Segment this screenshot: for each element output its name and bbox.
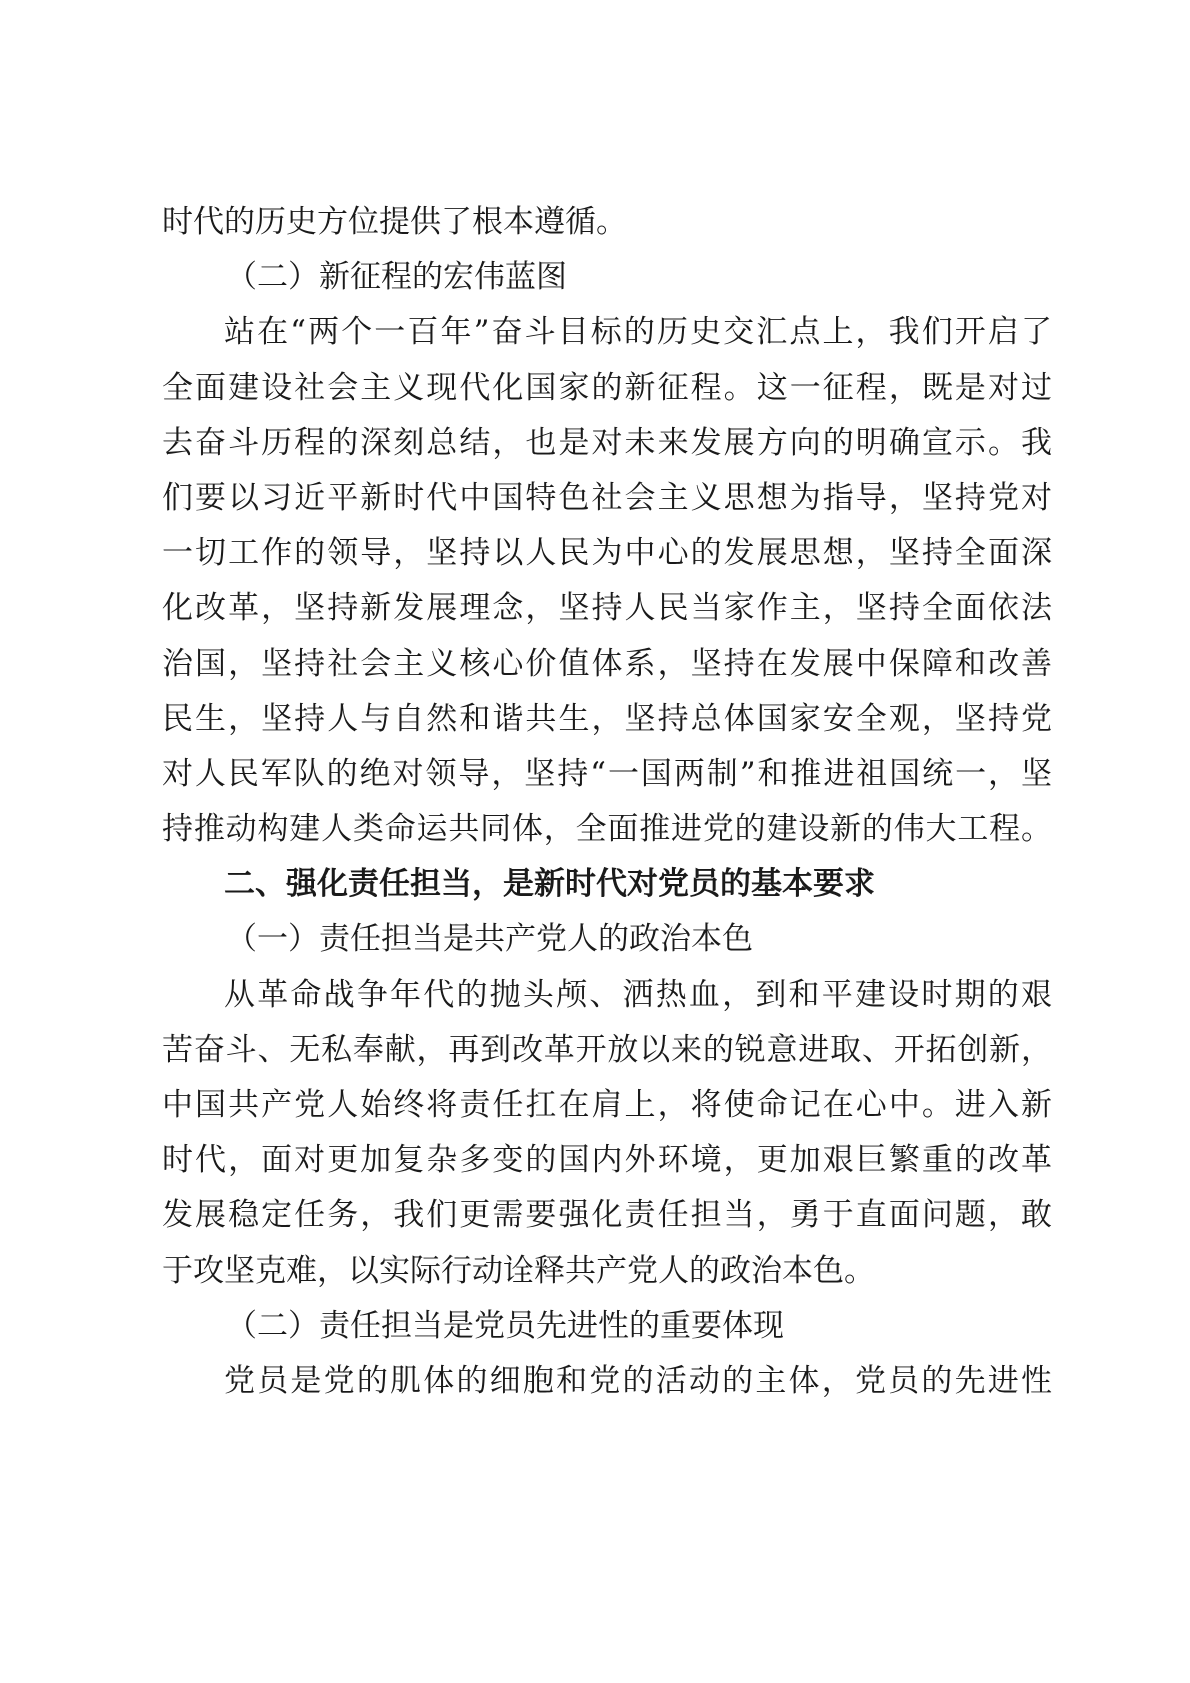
body-line: 于攻坚克难，以实际行动诠释共产党人的政治本色。	[162, 1252, 875, 1289]
body-line: 化改革，坚持新发展理念，坚持人民当家作主，坚持全面依法	[162, 590, 1052, 627]
section-subheading: （二）新征程的宏伟蓝图	[226, 259, 567, 296]
body-line: 中国共产党人始终将责任扛在肩上，将使命记在心中。进入新	[162, 1087, 1052, 1123]
body-line: 们要以习近平新时代中国特色社会主义思想为指导，坚持党对	[162, 479, 1052, 516]
body-line: 一切工作的领导，坚持以人民为中心的发展思想，坚持全面深	[162, 535, 1052, 572]
section-subheading: （二）责任担当是党员先进性的重要体现	[226, 1307, 784, 1344]
body-line: 时代的历史方位提供了根本遵循。	[162, 204, 627, 240]
body-line: 民生，坚持人与自然和谐共生，坚持总体国家安全观，坚持党	[162, 700, 1052, 737]
body-line: 持推动构建人类命运共同体，全面推进党的建设新的伟大工程。	[162, 811, 1052, 848]
body-line: 时代，面对更加复杂多变的国内外环境，更加艰巨繁重的改革	[162, 1142, 1052, 1179]
body-line: 苦奋斗、无私奉献，再到改革开放以来的锐意进取、开拓创新，	[162, 1031, 1052, 1068]
body-line: 发展稳定任务，我们更需要强化责任担当，勇于直面问题，敢	[162, 1197, 1052, 1234]
paragraph-first-line: 党员是党的肌体的细胞和党的活动的主体，党员的先进性	[224, 1362, 1052, 1399]
paragraph-first-line: 从革命战争年代的抛头颅、洒热血，到和平建设时期的艰	[224, 976, 1052, 1013]
document-body	[162, 195, 1052, 1409]
body-line: 对人民军队的绝对领导，坚持“一国两制”和推进祖国统一，坚	[162, 755, 1052, 792]
section-heading: 二、强化责任担当，是新时代对党员的基本要求	[224, 866, 875, 903]
paragraph-first-line: 站在“两个一百年”奋斗目标的历史交汇点上，我们开启了	[224, 314, 1052, 351]
body-line: 治国，坚持社会主义核心价值体系，坚持在发展中保障和改善	[162, 645, 1052, 682]
body-line: 全面建设社会主义现代化国家的新征程。这一征程，既是对过	[162, 369, 1052, 406]
section-subheading: （一）责任担当是共产党人的政治本色	[226, 921, 753, 958]
body-line: 去奋斗历程的深刻总结，也是对未来发展方向的明确宣示。我	[162, 424, 1052, 461]
